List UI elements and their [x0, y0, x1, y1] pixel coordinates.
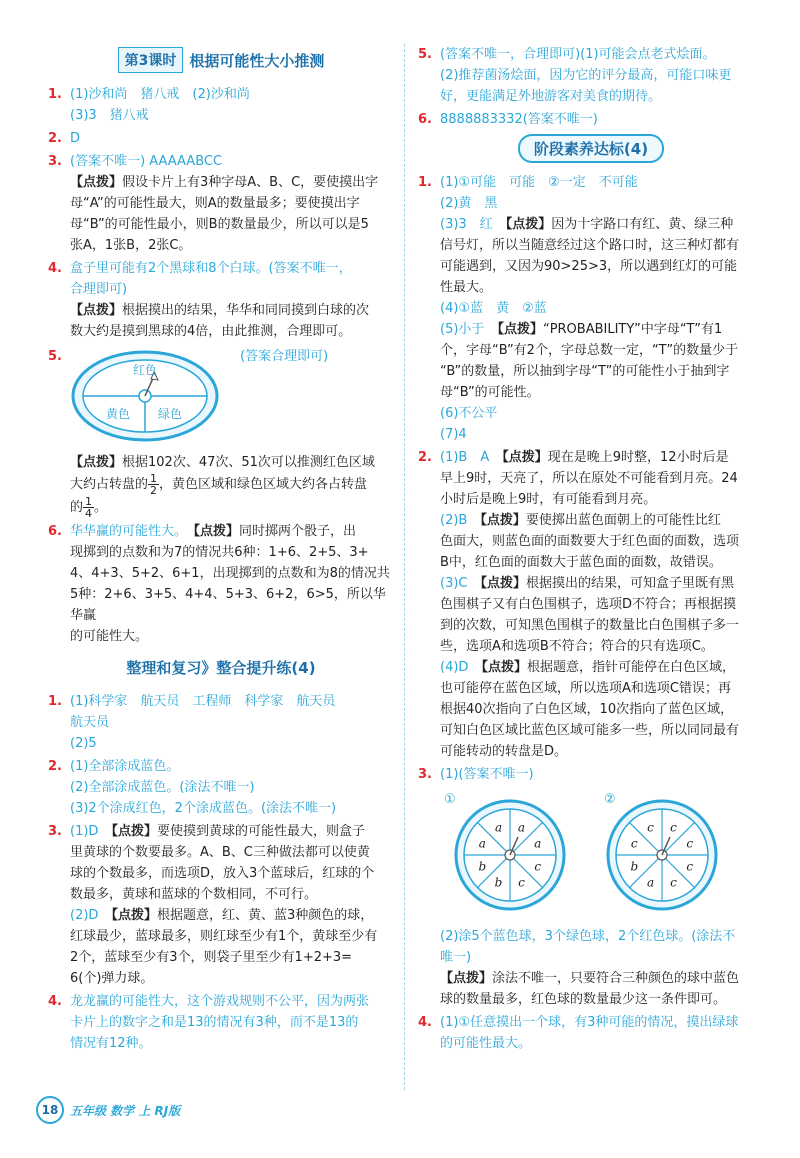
- review-question-2: [48, 756, 394, 819]
- question-number: 2.: [418, 450, 432, 465]
- hint: [70, 452, 394, 473]
- sector-label: a: [494, 820, 503, 835]
- answer: 的可能性最大。: [440, 1036, 532, 1051]
- stage-section-title: [418, 134, 764, 162]
- stage-title: 阶段素养达标(4): [518, 134, 664, 163]
- answer: (2)D: [70, 908, 99, 923]
- question-number: 2.: [48, 759, 62, 774]
- hint-text: 2个，蓝球至少有3个，则袋子里至少有1+2+3=: [70, 950, 353, 965]
- page-number: 18: [36, 1096, 64, 1124]
- answer-line: [440, 573, 764, 594]
- wheel-2: [608, 801, 716, 909]
- spinner-figure: [70, 346, 394, 446]
- sector-label: a: [646, 875, 655, 890]
- answer-line: [70, 905, 394, 926]
- question-number: 6.: [48, 524, 62, 539]
- hint-text: 也可能停在蓝色区域，所以选项A和选项C错误；再: [440, 681, 731, 696]
- hint-text: 小时后是晚上9时，有可能看到月亮。: [440, 492, 657, 507]
- answer: 好，更能满足外地游客对美食的期待。: [440, 89, 662, 104]
- question-3: [48, 151, 394, 256]
- answer-line: [440, 214, 764, 235]
- answer: (答案不唯一) AAAAABCC: [70, 154, 223, 169]
- question-number: 3.: [418, 767, 432, 782]
- question-number: 2.: [48, 131, 62, 146]
- wheel-2-marker: ②: [604, 792, 616, 807]
- review-question-4: [48, 991, 394, 1054]
- question-number: 6.: [418, 112, 432, 127]
- hint-text: 信号灯，所以当随意经过这个路口时，这三种灯都有: [440, 238, 740, 253]
- sector-label: c: [670, 820, 677, 835]
- answer: (2)B: [440, 513, 468, 528]
- sector-label: a: [478, 836, 486, 851]
- hint-tag: 【点拨】: [502, 450, 548, 465]
- hint: [70, 300, 394, 321]
- stage-question-2: [418, 447, 764, 762]
- lesson-label: 第3课时: [118, 47, 184, 73]
- fraction: [83, 496, 94, 519]
- hint-tag: 【点拨】: [480, 576, 527, 591]
- stage-question-4: [418, 1012, 764, 1054]
- hint-tag: 【点拨】: [70, 175, 123, 190]
- answer: (2)全部涂成蓝色。(涂法不唯一): [70, 780, 255, 795]
- answer: (7)4: [440, 427, 467, 442]
- lesson-title: 根据可能性大小推测: [189, 51, 325, 70]
- label-red: 红色: [132, 363, 158, 377]
- sector-label: c: [518, 875, 525, 890]
- answer: (2)5: [70, 736, 97, 751]
- hint-text: 母“A”的可能性最大，则A的数量最多；要使摸出字: [70, 196, 360, 211]
- answer: (答案不唯一，合理即可)(1)可能会点老式烩面。: [440, 47, 716, 62]
- question-number: 5.: [418, 47, 432, 62]
- question-1: [48, 84, 394, 126]
- answer: D: [70, 131, 81, 146]
- answer: (5)小于: [440, 322, 485, 337]
- sector-label: c: [670, 875, 677, 890]
- answer: 航天员: [70, 715, 110, 730]
- answer: (1)全部涂成蓝色。: [70, 759, 180, 774]
- answer-line: [440, 447, 764, 468]
- question-number: 4.: [48, 261, 62, 276]
- label-green: 绿色: [157, 407, 183, 421]
- spinner-diagram: [70, 346, 220, 446]
- hint-text: 大约占转盘的: [70, 477, 149, 492]
- numerator: 1: [150, 472, 158, 485]
- numerator: 1: [85, 495, 93, 508]
- hint-text: 根据摸出的结果，华华和同同摸到白球的次: [122, 303, 370, 318]
- hint-text: 母“B”的可能性最小，则B的数量最少，所以可以是5: [70, 217, 369, 232]
- hint-text: 根据题意，红、黄、蓝3种颜色的球，: [156, 908, 374, 923]
- question-number: 5.: [48, 349, 62, 364]
- hint-text: 现在是晚上9时整，12小时后是: [547, 450, 729, 465]
- sector-label: a: [517, 820, 526, 835]
- wheels-diagram: [440, 789, 760, 913]
- sector-label: b: [494, 875, 503, 890]
- answer: 盒子里可能有2个黑球和8个白球。(答案不唯一，: [70, 261, 352, 276]
- sector-label: c: [686, 859, 694, 874]
- answer: 唯一): [440, 950, 472, 965]
- hint-text: 数大约是摸到黑球的4倍，由此推测，合理即可。: [70, 324, 352, 339]
- hint-text: 可能转动的转盘是D。: [440, 744, 568, 759]
- question-4: [48, 258, 394, 342]
- answer: (3)3 红: [440, 217, 493, 232]
- hint-text: 。: [94, 500, 108, 515]
- hint-line: [70, 496, 394, 519]
- hint-tag: 【点拨】: [497, 322, 543, 337]
- hint: [70, 172, 394, 193]
- question-number: 3.: [48, 154, 62, 169]
- hint-text: 色围棋子又有白色围棋子，选项D不符合；再根据摸: [440, 597, 737, 612]
- sector-label: c: [647, 820, 654, 835]
- answer-line: [440, 657, 764, 678]
- answer: 8888883332(答案不唯一): [440, 112, 598, 127]
- question-number: 4.: [418, 1015, 432, 1030]
- hint-text: 同时掷两个骰子，出: [239, 524, 357, 539]
- hint-text: 可知白色区域比蓝色区域可能多一些，所以同同最有: [440, 723, 740, 738]
- hint-text: 个，字母“B”有2个，字母总数一定，“T”的数量少于: [440, 343, 739, 358]
- hint-text: B中，红色面的面数大于蓝色面的面数，故错误。: [440, 555, 722, 570]
- footer-brand: 五年级 数学 上 RJ版: [70, 1103, 181, 1118]
- question-number: 3.: [48, 824, 62, 839]
- answer: (3)2个涂成红色，2个涂成蓝色。(涂法不唯一): [70, 801, 337, 816]
- denominator: 2: [150, 484, 158, 497]
- sector-label: b: [478, 859, 487, 874]
- question-2: [48, 128, 394, 149]
- label-yellow: 黄色: [105, 407, 131, 421]
- answer: (1)科学家 航天员 工程师 科学家 航天员: [70, 694, 336, 709]
- wheel-1: [456, 801, 564, 909]
- hint-tag: 【点拨】: [70, 303, 123, 318]
- answer-line: [440, 510, 764, 531]
- answer: (1)沙和尚 猪八戒 (2)沙和尚: [70, 87, 250, 102]
- answer: (1)D: [70, 824, 99, 839]
- question-6-cont: [418, 109, 764, 130]
- answer: (6)不公平: [440, 406, 498, 421]
- hint-tag: 【点拨】: [111, 824, 157, 839]
- hint-text: 根据题意，指针可能停在白色区域，: [526, 660, 735, 675]
- review-section-title: [48, 653, 394, 681]
- hint-text: 根据40次指向了白色区域，10次指向了蓝色区域，: [440, 702, 734, 717]
- lesson-title-bar: [48, 46, 394, 74]
- question-number: 1.: [48, 87, 62, 102]
- hint-text: 数最多，黄球和蓝球的个数相同，不可行。: [70, 887, 318, 902]
- hint-text: 因为十字路口有红、黄、绿三种: [551, 217, 734, 232]
- question-number: 1.: [48, 694, 62, 709]
- sector-label: c: [686, 836, 694, 851]
- answer: (1)①可能 可能 ②一定 不可能: [440, 175, 638, 190]
- stage-question-3: [418, 764, 764, 1010]
- question-6: [48, 521, 394, 647]
- hint-text: 球的数量最多，红色球的数量最少这一条件即可。: [440, 992, 727, 1007]
- answer: (3)C: [440, 576, 468, 591]
- hint-text: 母“B”的可能性。: [440, 385, 540, 400]
- question-number: 1.: [418, 175, 432, 190]
- page-footer: [36, 1096, 180, 1124]
- stage-question-1: [418, 172, 764, 445]
- hint-text: 假设卡片上有3种字母A、B、C，要使摸出字: [122, 175, 379, 190]
- question-5-cont: [418, 44, 764, 107]
- hint-text: 4、4+3、5+2、6+1，出现掷到的点数和为8的情况共: [70, 566, 390, 581]
- hint-text: 根据102次、47次、51次可以推测红色区域: [122, 455, 375, 470]
- hint-text: 5种：2+6、3+5、4+4、5+3、6+2，6>5，所以华华赢: [70, 587, 386, 623]
- answer: 情况有12种。: [70, 1036, 152, 1051]
- left-column: [48, 44, 394, 1056]
- question-number: 4.: [48, 994, 62, 1009]
- hint-text: 涂法不唯一，只要符合三种颜色的球中蓝色: [492, 971, 740, 986]
- hint-text: 6(个)弹力球。: [70, 971, 154, 986]
- answer: (4)①蓝 黄 ②蓝: [440, 301, 547, 316]
- answer: (2)涂5个蓝色球，3个绿色球，2个红色球。(涂法不: [440, 929, 736, 944]
- hint-text: 要使掷出蓝色面朝上的可能性比红: [525, 513, 721, 528]
- hint-text: 早上9时，天亮了，所以在原处不可能看到月亮。24: [440, 471, 738, 486]
- answer: (2)黄 黑: [440, 196, 498, 211]
- hint-text: 到的次数，可知黑色围棋子的数量比白色围棋子多一: [440, 618, 740, 633]
- sector-label: a: [534, 836, 542, 851]
- hint-text: 里黄球的个数要最多。A、B、C三种做法都可以使黄: [70, 845, 370, 860]
- column-divider: [404, 44, 405, 1090]
- hint-text: 现掷到的点数和为7的情况共6种：1+6、2+5、3+: [70, 545, 369, 560]
- answer-note: (答案合理即可): [240, 349, 329, 364]
- hint-text: 要使摸到黄球的可能性最大，则盒子: [156, 824, 365, 839]
- hint-text: 的可能性大。: [70, 629, 149, 644]
- answer-line: [440, 319, 764, 340]
- hint-text: 根据摸出的结果，可知盒子里既有黑: [526, 576, 735, 591]
- review-question-1: [48, 691, 394, 754]
- hint-text: “PROBABILITY”中字母“T”有1: [542, 322, 723, 337]
- answer: (1)①任意摸出一个球，有3种可能的情况，摸出绿球: [440, 1015, 739, 1030]
- answer: (4)D: [440, 660, 469, 675]
- denominator: 4: [85, 507, 93, 520]
- answer: (1)(答案不唯一): [440, 767, 534, 782]
- hint-text: 性最大。: [440, 280, 493, 295]
- answer: (3)3 猪八戒: [70, 108, 149, 123]
- answer: (2)推荐菌汤烩面，因为它的评分最高，可能口味更: [440, 68, 732, 83]
- hint: [440, 968, 764, 989]
- answer: 合理即可): [70, 282, 128, 297]
- hint-text: 可能遇到，又因为90>25>3，所以遇到红灯的可能: [440, 259, 738, 274]
- question-5: [48, 346, 394, 519]
- hint-text: 的: [70, 500, 84, 515]
- hint-text: 色面大，则蓝色面的面数要大于红色面的面数，选项: [440, 534, 740, 549]
- sector-label: c: [630, 836, 638, 851]
- hint-tag: 【点拨】: [193, 524, 240, 539]
- hint-tag: 【点拨】: [440, 971, 493, 986]
- hint-tag: 【点拨】: [505, 217, 552, 232]
- hint-text: “B”的数量，所以抽到字母“T”的可能性小于抽到字: [440, 364, 730, 379]
- sector-label: c: [534, 859, 542, 874]
- review-title: 整理和复习》整合提升练(4): [126, 658, 316, 677]
- answer-line: [70, 521, 394, 542]
- hint-tag: 【点拨】: [111, 908, 157, 923]
- hint-tag: 【点拨】: [481, 660, 527, 675]
- hint-tag: 【点拨】: [480, 513, 526, 528]
- fraction: [148, 473, 159, 496]
- sector-label: b: [630, 859, 639, 874]
- answer-line: [70, 821, 394, 842]
- hint-text: 张A，1张B，2张C。: [70, 238, 192, 253]
- hint-text: 些，选项A和选项B不符合；符合的只有选项C。: [440, 639, 714, 654]
- wheel-1-marker: ①: [444, 792, 456, 807]
- answer: 华华赢的可能性大。: [70, 524, 181, 539]
- hint-line: [70, 473, 394, 496]
- review-question-3: [48, 821, 394, 989]
- answer: 卡片上的数字之和是13的情况有3种，而不是13的: [70, 1015, 359, 1030]
- answer: 龙龙赢的可能性大，这个游戏规则不公平，因为两张: [70, 994, 370, 1009]
- wheels-figure: [440, 789, 764, 920]
- hint-text: 红球最少，蓝球最多，则红球至少有1个，黄球至少有: [70, 929, 378, 944]
- hint-text: ，黄色区域和绿色区域大约各占转盘: [159, 477, 368, 492]
- answer: (1)B A: [440, 450, 490, 465]
- hint-tag: 【点拨】: [70, 455, 123, 470]
- hint-text: 球的个数最多，而选项D，放入3个蓝球后，红球的个: [70, 866, 375, 881]
- right-column: [418, 44, 764, 1056]
